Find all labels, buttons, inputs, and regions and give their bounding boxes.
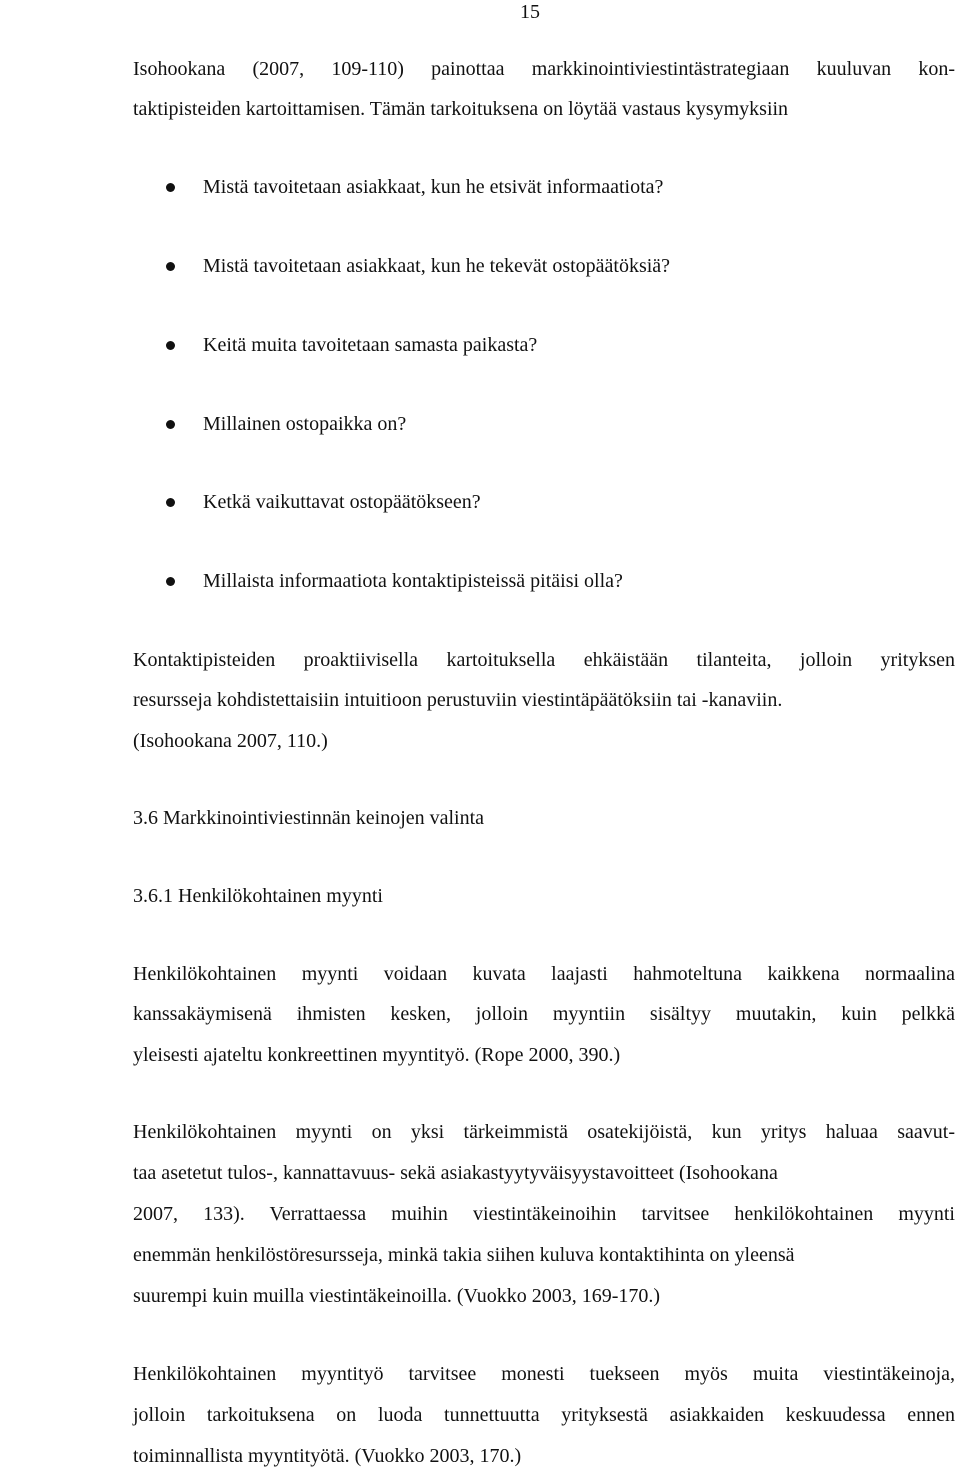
para1-line-2: resursseja kohdistettaisiin intuitioon perustuviin viestintäpäätöksiin tai -kanaviin.: [133, 689, 783, 711]
intro-line-2: taktipisteiden kartoittamisen. Tämän tarkoituksena on löytää vastaus kysymyksiin: [133, 98, 789, 120]
para4-line-1: Henkilökohtainen myyntityö tarvitsee monesti tuekseen myös muita viestintäkeinoja,: [133, 1363, 955, 1385]
para2-line-1: Henkilökohtainen myynti voidaan kuvata laajasti hahmoteltuna kaikkena normaalina: [133, 963, 955, 985]
para1-line-1: Kontaktipisteiden proaktiivisella kartoituksella ehkäistään tilanteita, jolloin yrityksen: [133, 649, 955, 671]
page-number: 15: [520, 1, 540, 23]
para3-line-2: taa asetetut tulos-, kannattavuus- sekä asiakastyytyväisyystavoitteet (Isohookana: [133, 1162, 778, 1184]
list-item-text: Millaista informaatiota kontaktipisteissä pitäisi olla?: [203, 570, 623, 592]
bullet-icon: [166, 498, 175, 507]
para3-line-1: Henkilökohtainen myynti on yksi tärkeimmistä osatekijöistä, kun yritys haluaa saavut-: [133, 1121, 955, 1143]
para3-line-4: enemmän henkilöstöresursseja, minkä takia siihen kuluva kontaktihinta on yleensä: [133, 1244, 795, 1266]
para4-line-3: toiminnallista myyntityötä. (Vuokko 2003, 170.): [133, 1445, 522, 1467]
para3-line-3: 2007, 133). Verrattaessa muihin viestintäkeinoihin tarvitsee henkilökohtainen myynti: [133, 1203, 955, 1225]
bullet-icon: [166, 577, 175, 586]
list-item-text: Millainen ostopaikka on?: [203, 413, 407, 435]
list-item-text: Mistä tavoitetaan asiakkaat, kun he tekevät ostopäätöksiä?: [203, 255, 671, 277]
para1-line-3: (Isohookana 2007, 110.): [133, 730, 328, 752]
subsection-heading: 3.6.1 Henkilökohtainen myynti: [133, 885, 383, 907]
para3-line-5: suurempi kuin muilla viestintäkeinoilla. (Vuokko 2003, 169-170.): [133, 1285, 661, 1307]
bullet-icon: [166, 420, 175, 429]
list-item-text: Keitä muita tavoitetaan samasta paikasta?: [203, 334, 538, 356]
para2-line-3: yleisesti ajateltu konkreettinen myyntityö. (Rope 2000, 390.): [133, 1044, 621, 1066]
para4-line-2: jolloin tarkoituksena on luoda tunnettuutta yrityksestä asiakkaiden keskuudessa ennen: [133, 1404, 955, 1426]
section-heading: 3.6 Markkinointiviestinnän keinojen valinta: [133, 807, 485, 829]
list-item-text: Mistä tavoitetaan asiakkaat, kun he etsivät informaatiota?: [203, 176, 664, 198]
bullet-icon: [166, 262, 175, 271]
bullet-icon: [166, 183, 175, 192]
para2-line-2: kanssakäymisenä ihmisten kesken, jolloin myyntiin sisältyy muutakin, kuin pelkkä: [133, 1003, 955, 1025]
intro-line-1: Isohookana (2007, 109-110) painottaa markkinointiviestintästrategiaan kuuluvan kon-: [133, 58, 955, 80]
list-item-text: Ketkä vaikuttavat ostopäätökseen?: [203, 491, 481, 513]
bullet-icon: [166, 341, 175, 350]
